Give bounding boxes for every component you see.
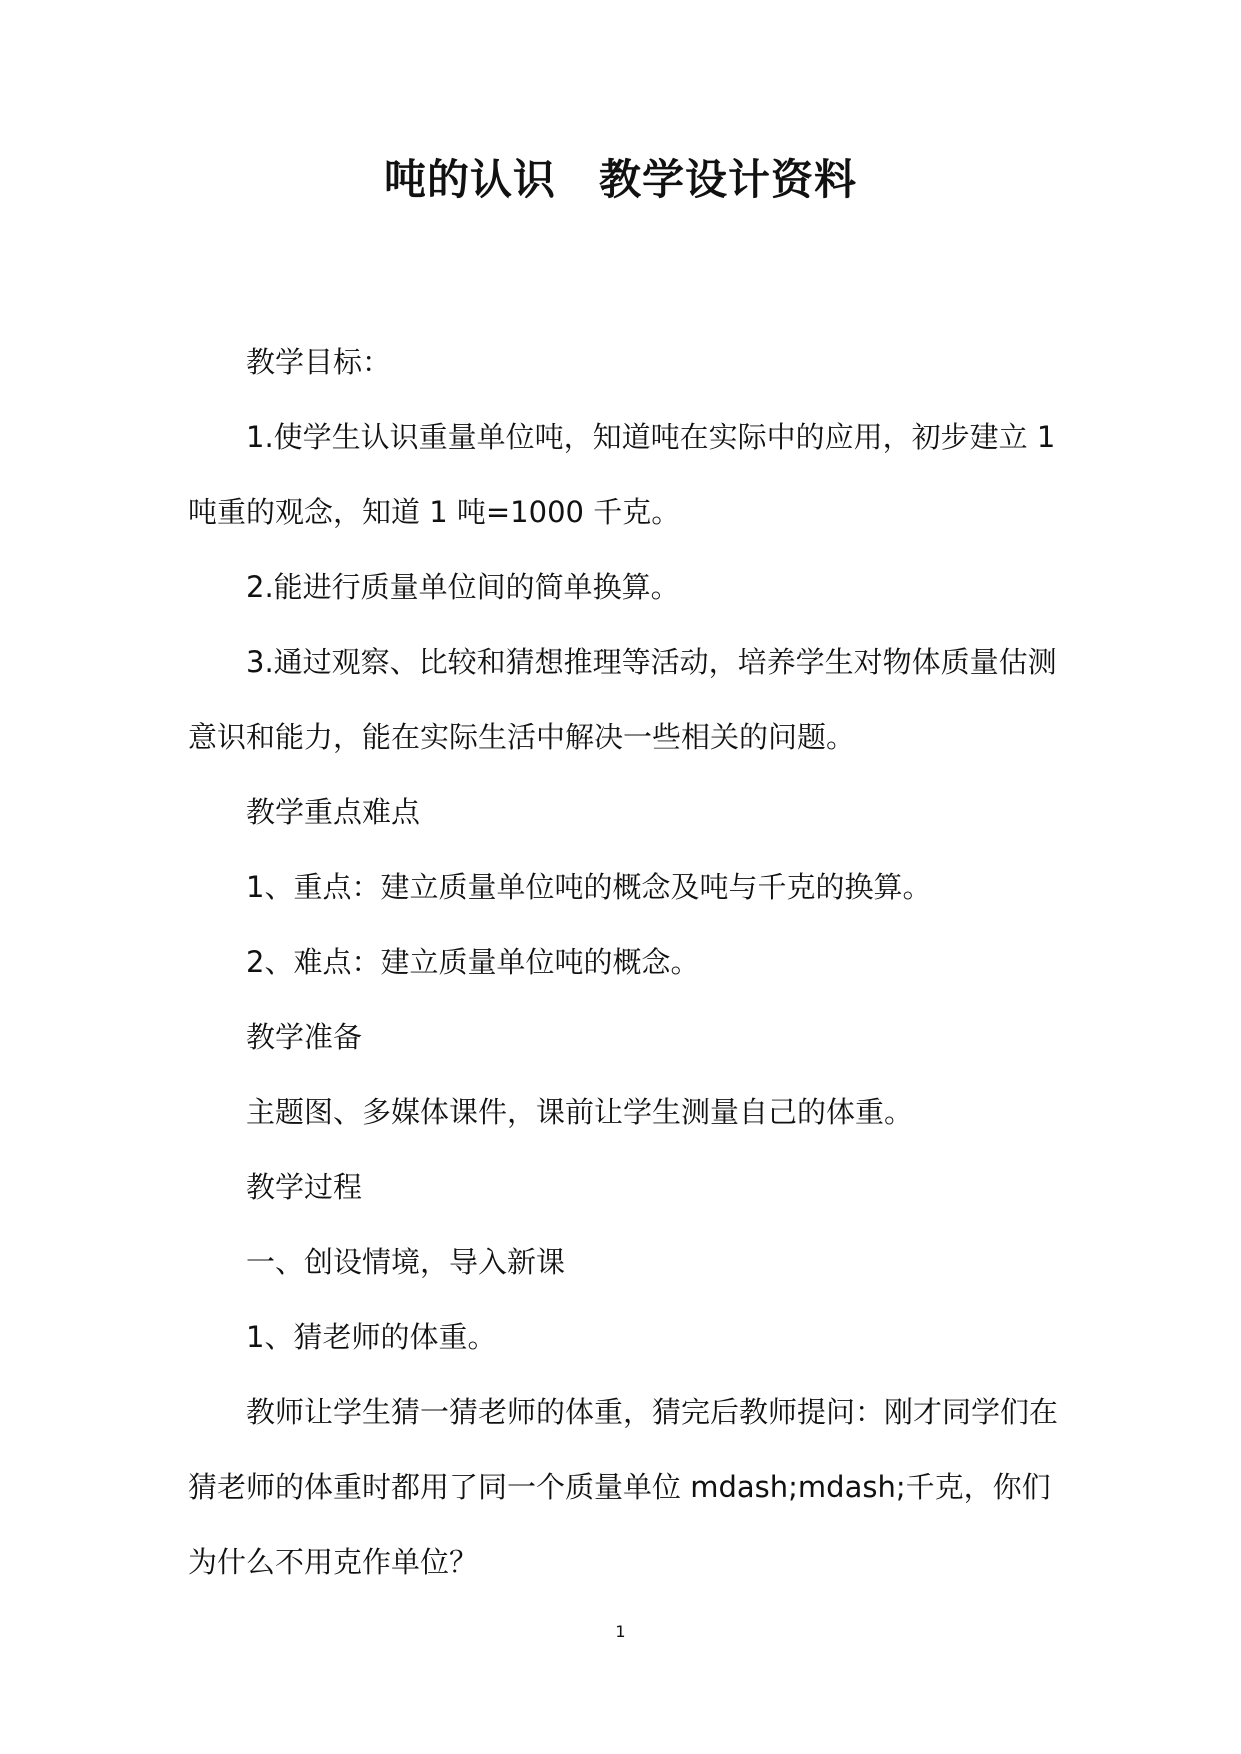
paragraph-key-point: 1、重点：建立质量单位吨的概念及吨与千克的换算。 bbox=[246, 870, 932, 904]
paragraph-step-1-detail: 教师让学生猜一猜老师的体重，猜完后教师提问：刚才同学们在猜老师的体重时都用了同一个质量单位 mdash;mdash;千克，你们为什么不用克作单位？ bbox=[188, 1395, 1059, 1579]
document-title: 吨的认识 教学设计资料 bbox=[383, 155, 857, 204]
paragraph-preparation-heading: 教学准备 bbox=[246, 1020, 363, 1054]
paragraph-preparation: 主题图、多媒体课件，课前让学生测量自己的体重。 bbox=[246, 1095, 914, 1129]
paragraph-goal-1: 1.使学生认识重量单位吨，知道吨在实际中的应用，初步建立 1 吨重的观念，知道 1 吨=1000 千克。 bbox=[188, 420, 1056, 529]
paragraph-goal-2: 2.能进行质量单位间的简单换算。 bbox=[246, 570, 680, 604]
paragraph-process-heading: 教学过程 bbox=[246, 1170, 363, 1204]
paragraph-key-points-heading: 教学重点难点 bbox=[246, 795, 421, 829]
page-number: 1 bbox=[615, 1622, 626, 1641]
document-body bbox=[188, 325, 1058, 1600]
paragraph-step-1: 1、猜老师的体重。 bbox=[246, 1320, 497, 1354]
paragraph-difficult-point: 2、难点：建立质量单位吨的概念。 bbox=[246, 945, 700, 979]
paragraph-teaching-goals-heading: 教学目标： bbox=[246, 345, 392, 379]
paragraph-section-1-heading: 一、创设情境，导入新课 bbox=[246, 1245, 566, 1279]
paragraph-goal-3: 3.通过观察、比较和猜想推理等活动，培养学生对物体质量估测意识和能力，能在实际生活中解决一些相关的问题。 bbox=[188, 645, 1057, 754]
